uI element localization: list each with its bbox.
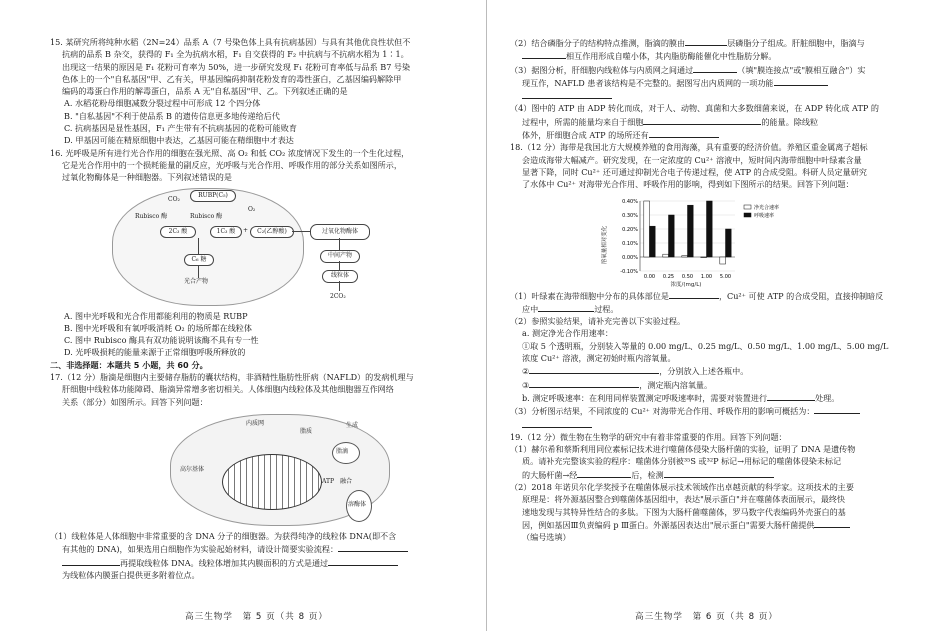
arrow — [339, 238, 340, 250]
fusion-label: 融合 — [340, 477, 353, 485]
q15-line: 15. 某研究所将纯种水稻（2N=24）品系 A（7 号染色体上具有抗病基因）与具有其他优良性状但不 — [50, 37, 411, 47]
arrow — [339, 261, 340, 270]
net-photosynthesis-bar — [682, 255, 688, 256]
q15-line: 抗病的品系 B 杂交，获得的 F₁ 全为抗病水稻，F₁ 自交获得的 F₂ 中抗病与不抗病水稻为 1∶1。 — [62, 49, 409, 60]
q19-line: 19.（12 分）微生物在生物学的研究中有着非常重要的作用。回答下列问题： — [510, 431, 787, 442]
q15-line: 编码的毒蛋白作用的解毒蛋白，品系 A 无"自私基因"甲、乙。下列叙述正确的是 — [62, 86, 348, 97]
y-tick-label: -0.10% — [620, 268, 638, 275]
answer-blank — [669, 289, 719, 299]
generate-label: 生成 — [346, 421, 359, 429]
answer-blank — [529, 378, 639, 388]
c6-node: C₆ 糖 — [184, 254, 214, 266]
answer-blank — [338, 542, 408, 552]
answer-blank — [577, 468, 631, 478]
answer-blank — [643, 115, 761, 125]
q16-option-d: D. 光呼吸损耗的能量来源于正常细胞呼吸所释放的 — [64, 347, 246, 358]
y-axis-label: 溶氧量相对变化 — [602, 225, 608, 264]
net-photosynthesis-bar — [701, 257, 707, 258]
q18-line: 显著下降，同时 Cu²⁺ 还可通过抑制光合电子传递过程，使 ATP 的合成受阻。科研人员定量研究 — [522, 166, 867, 177]
q17-sub1-line — [50, 556, 464, 569]
q19-line: （2）2018 年诺贝尔化学奖授予在噬菌体展示技术领域作出卓越贡献的科学家。这项技术的主要 — [510, 482, 854, 493]
q18-line: 了水体中 Cu²⁺ 对海带光合作用、呼吸作用的影响，得到如下图所示的结果。回答下列问题： — [522, 179, 854, 190]
product-label: 光合产物 — [184, 277, 209, 285]
q17-line: 关系（部分）如图所示。回答下列问题： — [62, 396, 208, 407]
organelle-network-diagram — [50, 410, 464, 528]
mitochondrion-shape — [222, 454, 322, 510]
y-tick-label: 0.40% — [622, 198, 638, 205]
bar-group — [644, 201, 731, 264]
o2-label: O₂ — [248, 205, 256, 213]
q15-option-d: D. 甲基因可能在精原细胞中表达，乙基因可能在精细胞中才表达 — [64, 135, 294, 146]
lipid-label: 脂质 — [300, 427, 313, 435]
q16-option-b: B. 图中光呼吸和有氧呼吸消耗 O₂ 的场所都在线粒体 — [64, 322, 252, 333]
net-photosynthesis-bar — [663, 254, 669, 257]
answer-blank — [774, 76, 828, 86]
q18-sub2: ①取 5 个透明瓶，分别装入等量的 0.00 mg/L、0.25 mg/L、0.50 mg/L、1.00 mg/L、5.00 mg/L — [522, 340, 889, 351]
y-tick-label: 0.10% — [622, 240, 638, 247]
q17-sub1-line: （1）线粒体是人体细胞中非常重要的含 DNA 分子的细胞器。为获得纯净的线粒体 DNA(即不含 — [50, 530, 397, 541]
q16-line: 16. 光呼吸是所有进行光合作用的细胞在强光照、高 O₂ 和低 CO₂ 浓度情况下发生的一个生化过程， — [50, 147, 410, 158]
q17-line: 肝细胞中线粒体功能障碍、脂滴异常增多密切相关。人体细胞内线粒体及其他细胞器互作网络 — [62, 384, 394, 395]
q18-sub2: b. 测定呼吸速率：在利用同样装置测定呼吸速率时，需要对装置进行 处理。 — [522, 392, 840, 403]
co2-label: CO₂ — [168, 195, 180, 203]
question-17-continued — [510, 36, 900, 141]
q18-sub2: 浓度 Cu²⁺ 溶液，测定初始时瓶内溶氧量。 — [522, 353, 676, 364]
answer-blank — [814, 518, 850, 528]
left-page — [50, 36, 464, 607]
answer-blank — [538, 302, 594, 312]
chart-svg — [510, 193, 900, 289]
question-17 — [50, 371, 464, 581]
rubisco-left-label: Rubisco 酶 — [135, 212, 168, 220]
droplet-label: 脂滴 — [336, 447, 349, 455]
legend-swatch — [744, 205, 751, 209]
x-axis-label: 浓度/(mg/L) — [670, 281, 702, 288]
question-16 — [50, 147, 464, 359]
er-label: 内质网 — [246, 419, 265, 427]
respiration-bar — [669, 215, 675, 257]
answer-blank — [62, 556, 120, 566]
x-tick-label: 5.00 — [719, 273, 732, 280]
legend-label: 呼吸速率 — [754, 212, 775, 219]
q16-line: 过氧化物酶体是一种细胞器。下列叙述错误的是 — [62, 172, 232, 183]
answer-blank — [693, 63, 737, 73]
q19-line: 速地发现与其特异性结合的多肽。下图为大肠杆菌噬菌体，罗马数字代表编码外壳蛋白的基 — [522, 506, 846, 517]
section-heading: 二、非选择题：本题共 5 小题，共 60 分。 — [50, 359, 208, 370]
q16-option-a: A. 图中光呼吸和光合作用都能利用的物质是 RUBP — [64, 310, 248, 321]
respiration-bar — [688, 205, 694, 257]
q18-sub1: 应中 过程。 — [522, 303, 619, 314]
q19-line: 因，例如基因Ⅲ负责编码 p Ⅲ蛋白。外源基因表达出"展示蛋白"需要大肠杆菌提供 — [510, 518, 900, 531]
q18-sub2: a. 测定净光合作用速率： — [522, 328, 613, 339]
q17-sub1-text: 再提取线粒体 DNA。线粒体增加其内膜面积的方式是通过 — [120, 557, 329, 568]
rubisco-mid-label: Rubisco 酶 — [190, 212, 223, 220]
answer-blank — [685, 36, 727, 46]
q17-sub4: （4）图中的 ATP 由 ADP 转化而成，对于人、动物、真菌和大多数细菌来说，在 ADP 转化成 ATP 的 — [510, 103, 879, 114]
legend — [744, 204, 779, 219]
q15-option-b: B. "自私基因"不利于使品系 B 的遗传信息更多地传递给后代 — [64, 110, 280, 121]
mitochondria-node: 线粒体 — [322, 270, 358, 283]
q17-sub2: （2）结合磷脂分子的结构特点推测，脂滴的膜由 层磷脂分子组成。肝脏细胞中，脂滴与 — [510, 38, 865, 48]
y-tick-label: 0.30% — [622, 212, 638, 219]
q15-line: 出现这一结果的原因是 F₁ 花粉可育率为 50%，进一步研究发现 F₁ 花粉可育率低与品系 B7 号染 — [62, 61, 411, 72]
answer-blank — [522, 89, 612, 99]
lysosome-label: 溶酶体 — [348, 500, 367, 508]
q15-line: 色体上的一个"自私基因"甲、乙有关，甲基因编码抑制花粉发育的毒性蛋白，乙基因编码解除甲 — [62, 73, 402, 84]
page-footer-right: 高三生物学 第 6 页（共 8 页） — [635, 612, 778, 622]
answer-blank — [767, 391, 815, 401]
photorespiration-diagram — [50, 186, 464, 308]
q18-sub2: （2）参照实验结果，请补充完善以下实验过程。 — [510, 316, 686, 327]
arrow — [198, 238, 199, 254]
golgi-label: 高尔基体 — [180, 465, 205, 473]
answer-blank — [814, 404, 860, 414]
co2-out-label: 2CO₂ — [330, 292, 346, 300]
q16-option-c: C. 图中 Rubisco 酶具有双功能说明该酶不具有专一性 — [64, 335, 259, 346]
question-15 — [50, 36, 464, 147]
q15-option-a: A. 水稻花粉母细胞减数分裂过程中可形成 12 个四分体 — [64, 98, 261, 109]
q17-sub3: （3）据图分析，肝细胞内线粒体与内质网之间通过 （填"膜连接点"或"膜相互融合"）实 — [510, 64, 866, 75]
q18-line: 会造成海带大幅减产。研究发现，在一定浓度的 Cu²⁺ 溶液中，短时间内海带细胞中叶绿素含量 — [522, 154, 862, 165]
chloroplast-outline — [112, 188, 304, 306]
rubp-node: RUBP(C₅) — [190, 190, 236, 202]
q17-sub1-line: 为线粒体内膜蛋白提供更多附着位点。 — [62, 569, 200, 580]
q19-line: （1）赫尔希和蔡斯利用同位素标记技术进行噬菌体侵染大肠杆菌的实验，证明了 DNA 是遗传物 — [510, 444, 856, 455]
column-divider — [486, 0, 487, 631]
plus-sign: + — [243, 226, 249, 234]
atp-label: ATP — [322, 477, 335, 485]
x-tick-label: 1.00 — [700, 273, 713, 280]
q18-line: 18.（12 分）海带是我国北方大规模养殖的食用海藻，具有重要的经济价值。养殖区重金属离子超标 — [510, 142, 868, 153]
net-photosynthesis-bar — [720, 257, 726, 264]
x-tick-label: 0.25 — [662, 273, 675, 280]
arrow — [339, 281, 340, 291]
q18-sub1: （1）叶绿素在海带细胞中分布的具体部位是 ，Cu²⁺ 可使 ATP 的合成受阻，直接抑制暗反 — [510, 290, 884, 301]
question-18 — [510, 141, 900, 430]
page-footer-left: 高三生物学 第 5 页（共 8 页） — [185, 612, 328, 622]
q19-line: 原理是：将外源基因整合到噬菌体基因组中，表达"展示蛋白"并在噬菌体表面展示，最终快 — [522, 494, 846, 505]
question-19 — [510, 431, 900, 544]
q19-line: 的大肠杆菌→经 后，检测 — [510, 468, 900, 481]
q17-line: 17.（12 分）脂滴是细胞内主要储存脂肪的囊状结构，非酒精性脂肪性肝病（NAFLD）的发病机理与 — [50, 372, 414, 383]
q18-sub2: ③ ，测定瓶内溶氧量。 — [522, 379, 713, 390]
x-tick-label: 0.50 — [681, 273, 694, 280]
q18-sub2: ② ，分别放入上述各瓶中。 — [522, 366, 749, 377]
answer-blank — [522, 49, 566, 59]
q17-sub1-line — [50, 542, 464, 555]
q17-sub3: 现互作，NAFLD 患者该结构是不完整的。据图写出内质网的一项功能 — [510, 76, 900, 89]
right-page — [510, 36, 900, 607]
net-photosynthesis-bar — [644, 201, 650, 257]
legend-swatch — [744, 213, 751, 217]
q17-sub2: 相互作用形成自噬小体，其内脂肪酶能催化中性脂肪分解。 — [510, 49, 900, 62]
c2-node: C₂(乙醇酸) — [250, 226, 294, 238]
q16-line: 它是光合作用中的一个损耗能量的副反应，光呼吸与光合作用、呼吸作用的部分关系如图所示， — [62, 159, 402, 170]
cu-effect-chart — [510, 193, 900, 289]
y-tick-label: 0.00% — [622, 254, 638, 261]
c3-acid-node-b: 1C₃ 酸 — [210, 226, 242, 238]
peroxisome-node: 过氧化物酶体 — [310, 224, 370, 240]
legend-label: 净光合速率 — [754, 204, 780, 211]
answer-blank — [328, 556, 398, 566]
x-tick-group — [644, 274, 731, 280]
q15-option-c: C. 抗病基因是显性基因，F₁ 产生带有不抗病基因的花粉可能败育 — [64, 123, 297, 134]
q17-sub3 — [510, 89, 900, 102]
intermediate-node: 中间产物 — [320, 250, 360, 263]
x-tick-label: 0.00 — [643, 273, 656, 280]
q19-line: （编号选填） — [522, 532, 571, 543]
q17-sub1-text: 有其他的 DNA)，如果选用白细胞作为实验起始材料，请设计简要实验流程： — [62, 544, 339, 555]
answer-blank — [664, 468, 774, 478]
q18-sub3: （3）分析图示结果，不同浓度的 Cu²⁺ 对海带光合作用、呼吸作用的影响可概括为： — [510, 404, 900, 417]
y-tick-group — [620, 199, 735, 275]
c3-acid-node: 2C₃ 酸 — [160, 226, 196, 238]
q17-sub4: 体外，肝细胞合成 ATP 的场所还有 — [510, 128, 900, 141]
answer-blank — [649, 128, 719, 138]
arrow — [198, 266, 199, 278]
answer-blank — [529, 364, 659, 374]
q18-sub3 — [510, 418, 900, 431]
y-tick-label: 0.20% — [622, 226, 638, 233]
respiration-bar — [726, 229, 732, 257]
respiration-bar — [707, 201, 713, 257]
q19-line: 质。请补充完整该实验的程序：噬菌体分别被³⁵S 或³²P 标记→用标记的噬菌体侵染未标记 — [522, 456, 842, 467]
q17-sub4: 过程中，所需的能量均来自于细胞 的能量。除线粒 — [522, 116, 819, 127]
respiration-bar — [650, 226, 656, 257]
arrow — [292, 231, 310, 232]
answer-blank — [522, 418, 592, 428]
